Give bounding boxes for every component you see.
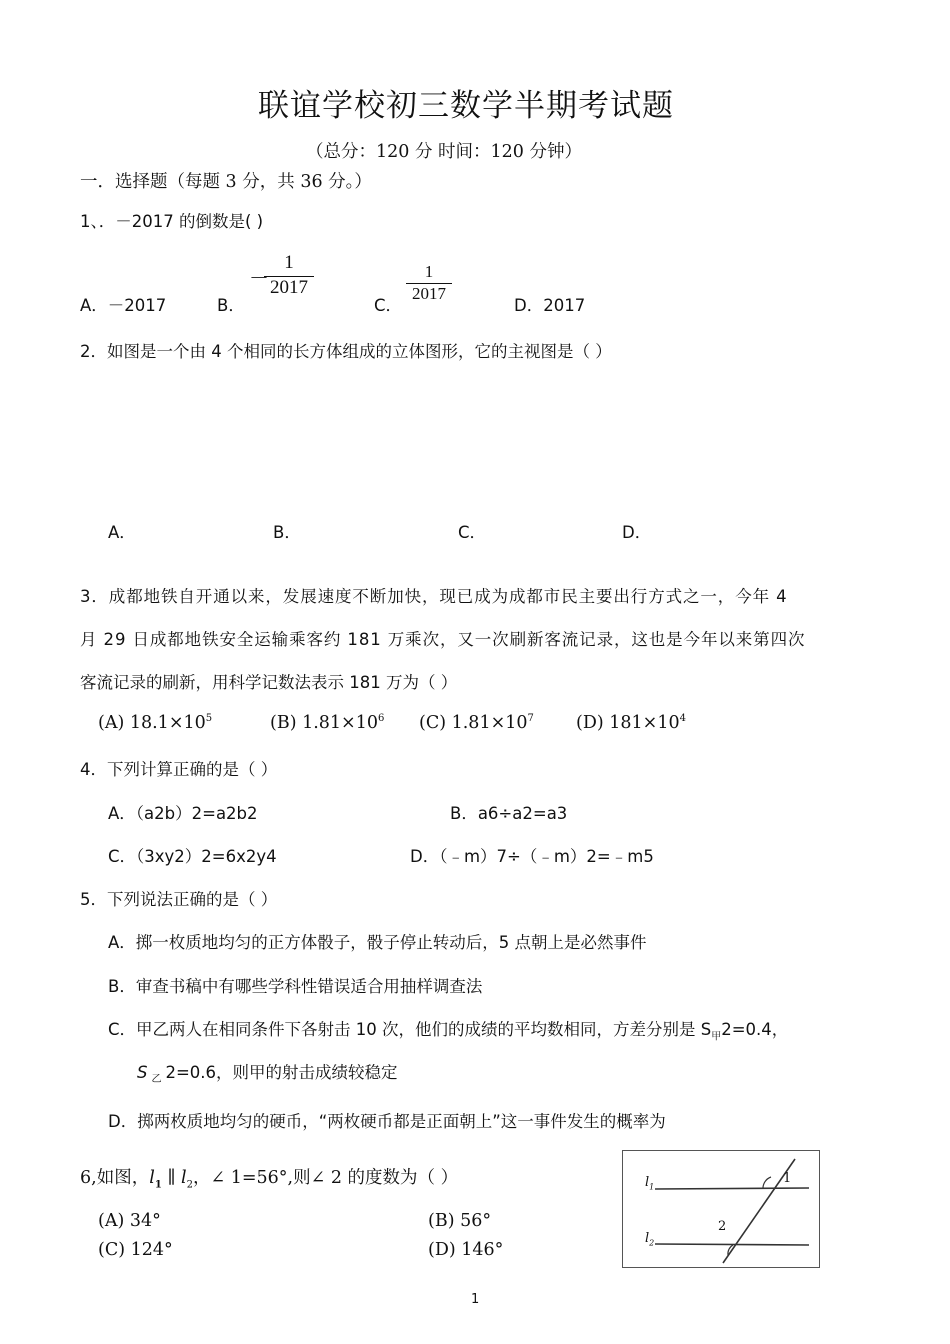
figure-angle-1-label: 1 — [783, 1171, 792, 1186]
question-1-stem: 1、．－2017 的倒数是( ) — [80, 212, 264, 231]
figure-label-l2-subscript: 2 — [649, 1238, 655, 1248]
q6-option-d: (D) 146° — [428, 1240, 504, 1260]
question-3-line-3: 客流记录的刷新，用科学记数法表示 181 万为（ ） — [80, 673, 458, 692]
q6-stem-suffix: ，∠ 1=56°,则∠ 2 的度数为（ ） — [192, 1168, 459, 1188]
line-l1-stroke — [655, 1188, 809, 1189]
q1-option-d: D．2017 — [514, 296, 586, 315]
q1-option-b-denominator: 2017 — [270, 277, 308, 298]
line-l2-stroke — [655, 1244, 809, 1245]
q5-option-c-line-1 — [108, 1016, 789, 1043]
q1-option-c-denominator: 2017 — [412, 284, 446, 303]
q6-option-b: (B) 56° — [428, 1211, 492, 1231]
page-title: 联谊学校初三数学半期考试题 — [258, 88, 674, 124]
q3-option-a-exponent: 5 — [205, 713, 213, 725]
q3-option-b — [270, 713, 384, 733]
parallel-lines-figure — [622, 1150, 820, 1268]
q3-option-c-base: (C) 1.81×10 — [419, 713, 528, 733]
q4-option-c: C．（3xy2）2=6x2y4 — [108, 847, 277, 866]
q3-option-a-base: (A) 18.1×10 — [98, 713, 206, 733]
figure-label-l2 — [645, 1231, 654, 1246]
q5-option-c-value: 2=0.4， — [721, 1020, 789, 1039]
parallel-symbol: ∥ — [161, 1168, 181, 1188]
q5-option-c-subscript: 甲 — [711, 1031, 722, 1043]
page-number: 1 — [471, 1292, 480, 1307]
q1-option-b-sign: － — [249, 266, 269, 290]
q1-option-a: A．－2017 — [80, 296, 167, 315]
figure-label-l1-letter: l — [645, 1175, 650, 1190]
figure-angle-2-label: 2 — [718, 1219, 727, 1234]
q6-option-c: (C) 124° — [98, 1240, 173, 1260]
q6-stem-prefix: 6,如图， — [80, 1168, 150, 1188]
figure-label-l2-letter: l — [645, 1231, 650, 1246]
figure-label-l1 — [645, 1175, 654, 1190]
q1-option-c-numerator: 1 — [424, 262, 434, 281]
angle-1-arc — [763, 1177, 771, 1189]
q5-option-c-line-2 — [137, 1059, 398, 1086]
q6-option-a: (A) 34° — [98, 1211, 161, 1231]
q2-option-b: B． — [273, 523, 301, 542]
question-3-line-1: 3．成都地铁自开通以来，发展速度不断加快，现已成为成都市民主要出行方式之一，今年 4 — [80, 587, 788, 606]
q3-option-b-exponent: 6 — [377, 713, 385, 725]
line-l1-subscript: 1 — [154, 1179, 162, 1191]
q1-option-c-label: C． — [374, 296, 403, 315]
q5-option-c2-subscript: 乙 — [151, 1074, 162, 1086]
variance-symbol: S — [137, 1063, 148, 1082]
q5-option-d: D．掷两枚质地均匀的硬币，“两枚硬币都是正面朝上”这一事件发生的概率为 — [108, 1112, 666, 1131]
q2-option-c: C． — [458, 523, 487, 542]
section-heading: 一．选择题（每题 3 分，共 36 分。） — [80, 172, 372, 192]
question-3-line-2: 月 29 日成都地铁安全运输乘客约 181 万乘次，又一次刷新客流记录，这也是今年以来第四次 — [80, 630, 806, 649]
question-2-stem: 2．如图是一个由 4 个相同的长方体组成的立体图形，它的主视图是（ ） — [80, 342, 612, 361]
q3-option-b-base: (B) 1.81×10 — [270, 713, 378, 733]
exam-info: （总分：120 分 时间：120 分钟） — [306, 142, 582, 162]
line-l1: l — [149, 1168, 155, 1188]
q4-option-b: B．a6÷a2=a3 — [450, 804, 568, 823]
q5-option-c2-value: 2=0.6，则甲的射击成绩较稳定 — [165, 1063, 398, 1082]
q2-option-a: A． — [108, 523, 136, 542]
q1-option-b-label: B． — [217, 296, 245, 315]
q1-option-c-fraction — [406, 262, 452, 304]
question-5-stem: 5．下列说法正确的是（ ） — [80, 890, 278, 909]
q3-option-d-base: (D) 181×10 — [576, 713, 680, 733]
q3-option-a — [98, 713, 212, 733]
parallel-lines-diagram — [623, 1151, 819, 1267]
q3-option-c — [419, 713, 534, 733]
q1-option-b-fraction — [264, 252, 314, 299]
q5-option-a: A．掷一枚质地均匀的正方体骰子，骰子停止转动后，5 点朝上是必然事件 — [108, 933, 647, 952]
question-4-stem: 4．下列计算正确的是（ ） — [80, 760, 278, 779]
line-l2: l — [181, 1168, 187, 1188]
q3-option-c-exponent: 7 — [527, 713, 534, 725]
q1-option-b-numerator: 1 — [284, 252, 294, 273]
q5-option-c-text: C．甲乙两人在相同条件下各射击 10 次，他们的成绩的平均数相同，方差分别是 S — [108, 1020, 712, 1039]
q2-option-d: D． — [622, 523, 652, 542]
line-l2-subscript: 2 — [186, 1179, 193, 1191]
q3-option-d — [576, 713, 686, 733]
q5-option-b: B．审查书稿中有哪些学科性错误适合用抽样调查法 — [108, 977, 483, 996]
figure-label-l1-subscript: 1 — [649, 1182, 655, 1192]
q3-option-d-exponent: 4 — [679, 713, 686, 725]
question-6-stem — [80, 1164, 458, 1189]
q4-option-a: A．（a2b）2=a2b2 — [108, 804, 258, 823]
q4-option-d: D．（﹣m）7÷（﹣m）2=﹣m5 — [410, 847, 654, 866]
